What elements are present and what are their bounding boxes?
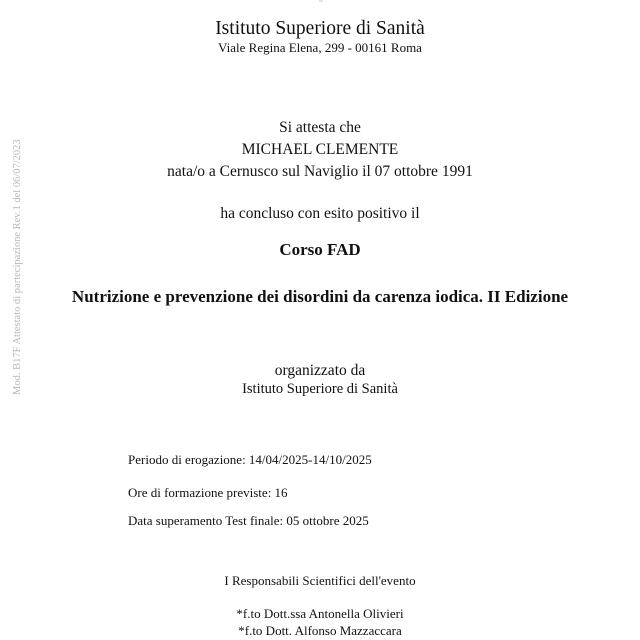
organized-by-label: organizzato da <box>274 362 366 379</box>
course-title: Nutrizione e prevenzione dei disordini da carenza iodica. II Edizione <box>71 287 569 306</box>
signatures-heading: I Responsabili Scientifici dell'evento <box>224 573 416 588</box>
participant-name: MICHAEL CLEMENTE <box>241 141 399 158</box>
signature-2: *f.to Dott. Alfonso Mazzaccara <box>238 623 402 638</box>
completion-statement: ha concluso con esito positivo il <box>220 205 420 222</box>
signature-1: *f.to Dott.ssa Antonella Olivieri <box>236 606 404 621</box>
birth-info: nata/o a Cernusco sul Naviglio il 07 ottobre 1991 <box>167 163 473 180</box>
document-model-note: Mod. B17F Attestato di partecipazione Rev.1 del 06/07/2023 <box>12 139 23 395</box>
training-hours: Ore di formazione previste: 16 <box>128 485 288 500</box>
course-type: Corso FAD <box>279 240 361 259</box>
institute-name: Istituto Superiore di Sanità <box>215 18 425 39</box>
final-test-date: Data superamento Test finale: 05 ottobre 2025 <box>128 513 369 528</box>
delivery-period: Periodo di erogazione: 14/04/2025-14/10/2025 <box>128 452 372 467</box>
emblem-icon <box>310 0 332 6</box>
organizer: Istituto Superiore di Sanità <box>242 381 398 397</box>
institute-address: Viale Regina Elena, 299 - 00161 Roma <box>218 40 422 55</box>
certify-intro: Si attesta che <box>279 119 361 136</box>
